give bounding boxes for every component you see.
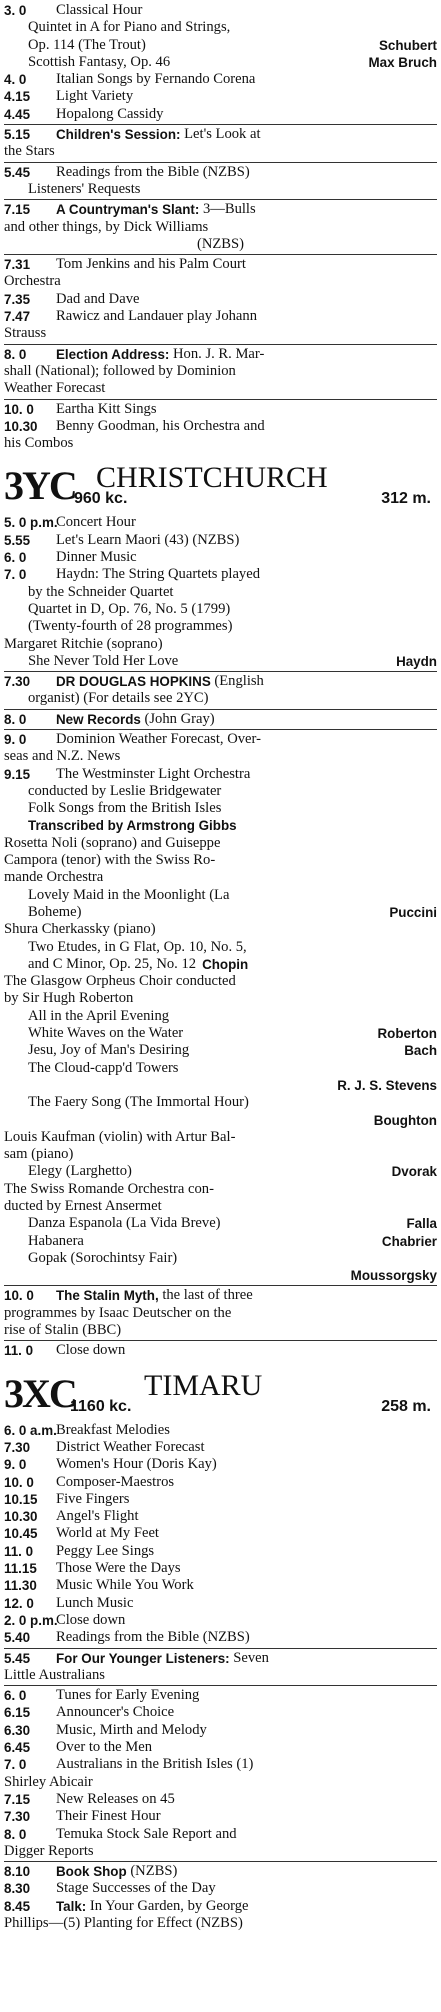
programme-list-3xc [4, 1422, 437, 1933]
programme-text: Music While You Work [56, 1577, 194, 1594]
programme-text: Jesu, Joy of Man's Desiring [28, 1042, 190, 1059]
programme-line [4, 308, 437, 325]
programme-time: 9.15 [4, 766, 31, 782]
composer-credit: R. J. S. Stevens [337, 1077, 437, 1093]
composer-credit: Puccini [389, 904, 437, 920]
programme-time: 10. 0 [4, 401, 34, 417]
programme-line [4, 1667, 437, 1684]
programme-text: sam (piano) [4, 1146, 74, 1163]
programme-time: 10.30 [4, 418, 38, 434]
programme-line [4, 973, 437, 990]
programme-line [4, 566, 437, 583]
programme-text: Tom Jenkins and his Palm Court [56, 256, 246, 273]
programme-text: Announcer's Choice [56, 1704, 175, 1721]
programme-line [4, 143, 437, 160]
programme-line [4, 37, 437, 54]
station-city: TIMARU [144, 1368, 263, 1402]
programme-line [4, 653, 437, 670]
programme-time: 6.30 [4, 1722, 31, 1738]
programme-text: Two Etudes, in G Flat, Op. 10, No. 5, [28, 938, 247, 955]
programme-text: and other things, by Dick Williams [4, 218, 209, 235]
programme-line [4, 748, 437, 765]
programme-line [4, 2, 437, 19]
programme-title-bold: For Our Younger Listeners: [56, 1650, 230, 1666]
programme-text: Rawicz and Landauer play Johann [56, 308, 257, 325]
programme-line [4, 1163, 437, 1180]
programme-line [4, 54, 437, 71]
station-call-sign: 3YC [4, 463, 76, 509]
programme-text: Phillips—(5) Planting for Effect (NZBS) [4, 1914, 243, 1931]
programme-text: Australians in the British Isles (1) [56, 1756, 254, 1773]
programme-time: 5.45 [4, 164, 31, 180]
programme-line [4, 1474, 437, 1491]
programme-line [4, 1525, 437, 1542]
programme-line [4, 1612, 437, 1629]
programme-line [4, 1439, 437, 1456]
programme-text: Women's Hour (Doris Kay) [56, 1456, 217, 1473]
programme-text: Angel's Flight [56, 1508, 139, 1525]
programme-text: Boheme) [28, 903, 82, 920]
programme-text: Readings from the Bible (NZBS) [56, 163, 250, 180]
programme-time: 6. 0 a.m. [4, 1422, 57, 1438]
programme-time: 5.55 [4, 532, 31, 548]
divider-rule [4, 1648, 437, 1649]
programme-text: The Westminster Light Orchestra [56, 765, 251, 782]
programme-line [4, 711, 437, 728]
programme-text: Hopalong Cassidy [56, 105, 164, 122]
programme-line [4, 766, 437, 783]
programme-text: The Glasgow Orpheus Choir conducted [4, 973, 236, 990]
programme-time: 7.35 [4, 291, 31, 307]
programme-line [4, 201, 437, 218]
programme-line [4, 800, 437, 817]
programme-line [4, 852, 437, 869]
programme-time: 12. 0 [4, 1595, 34, 1611]
programme-line [4, 1233, 437, 1250]
programme-text: Hon. J. R. Mar- [169, 345, 265, 362]
programme-text: Classical Hour [56, 2, 143, 18]
programme-title-bold: Children's Session: [56, 127, 181, 143]
programme-text: In Your Garden, by George [86, 1897, 249, 1914]
programme-line [4, 1181, 437, 1198]
programme-text: (NZBS) [196, 235, 245, 252]
programme-time: 11. 0 [4, 1343, 34, 1359]
programme-line [4, 1808, 437, 1825]
programme-line [4, 1560, 437, 1577]
composer-credit: Falla [406, 1216, 437, 1232]
programme-line [4, 1146, 437, 1163]
programme-line [4, 1843, 437, 1860]
programme-line [4, 1722, 437, 1739]
programme-text: All in the April Evening [28, 1007, 170, 1024]
programme-line [4, 1826, 437, 1843]
composer-credit: Chabrier [381, 1233, 437, 1249]
programme-text: ducted by Ernest Ansermet [4, 1198, 162, 1214]
programme-line [4, 1060, 437, 1077]
programme-text: District Weather Forecast [56, 1438, 205, 1455]
station-frequency: 1160 kc. [70, 1397, 132, 1415]
programme-line [4, 1898, 437, 1915]
programme-line [4, 1650, 437, 1667]
station-city: CHRISTCHURCH [96, 461, 328, 495]
programme-line [4, 435, 437, 452]
programme-line [4, 1250, 437, 1267]
programme-line [4, 1577, 437, 1594]
station-frequency: 960 kc. [74, 490, 128, 508]
programme-text: his Combos [4, 435, 74, 452]
programme-text: Rosetta Noli (soprano) and Guiseppe [4, 834, 221, 851]
programme-list-3yc [4, 514, 437, 1359]
programme-line [4, 1791, 437, 1808]
programme-line [4, 1739, 437, 1756]
programme-time: 7. 0 [4, 1757, 27, 1773]
programme-time: 8.45 [4, 1898, 31, 1914]
programme-line [4, 1422, 437, 1439]
programme-list-2yc-continued [4, 2, 437, 452]
programme-line [4, 835, 437, 852]
programme-line [4, 1042, 437, 1059]
programme-time: 8. 0 [4, 1826, 27, 1842]
programme-line [4, 673, 437, 690]
programme-line [4, 1687, 437, 1704]
programme-line [4, 904, 437, 921]
programme-text: Lunch Music [56, 1594, 134, 1611]
composer-credit: Haydn [396, 653, 437, 669]
programme-time: 4.45 [4, 106, 31, 122]
composer-credit: Boughton [373, 1112, 437, 1128]
divider-rule [4, 1340, 437, 1341]
composer-credit: Max Bruch [368, 54, 437, 70]
programme-time: 5.40 [4, 1630, 31, 1646]
programme-text: The Faery Song (The Immortal Hour) [28, 1094, 249, 1111]
programme-line [4, 1129, 437, 1146]
programme-time: 11. 0 [4, 1543, 34, 1559]
station-wavelength: 258 m. [381, 1397, 431, 1415]
programme-time: 7.30 [4, 674, 31, 690]
programme-text: Dinner Music [56, 549, 137, 566]
programme-line [4, 164, 437, 181]
programme-line [4, 363, 437, 380]
programme-text: mande Orchestra [4, 869, 104, 886]
programme-text: Margaret Ritchie (soprano) [4, 635, 163, 652]
programme-line [4, 956, 437, 973]
programme-text: by Sir Hugh Roberton [4, 990, 134, 1007]
programme-text: Gopak (Sorochintsy Fair) [28, 1249, 178, 1266]
programme-line [4, 88, 437, 105]
programme-text: Shirley Abicair [4, 1773, 93, 1790]
programme-text: New Releases on 45 [56, 1790, 175, 1807]
programme-line [4, 401, 437, 418]
programme-text: Stage Successes of the Day [56, 1880, 216, 1897]
programme-text: Their Finest Hour [56, 1808, 161, 1825]
programme-title-bold: Book Shop [56, 1864, 127, 1880]
divider-rule [4, 254, 437, 255]
programme-text: Concert Hour [56, 514, 136, 531]
programme-time: 10.30 [4, 1509, 38, 1525]
programme-title-bold: A Countryman's Slant: [56, 202, 200, 218]
programme-line [4, 817, 437, 834]
programme-text: World at My Feet [56, 1525, 159, 1542]
programme-line [4, 346, 437, 363]
programme-line [4, 325, 437, 342]
programme-text: Light Variety [56, 88, 134, 105]
divider-rule [4, 399, 437, 400]
programme-text: (English [210, 673, 264, 690]
programme-text: Breakfast Melodies [56, 1421, 170, 1438]
programme-time: 8.10 [4, 1864, 31, 1880]
programme-text: Over to the Men [56, 1739, 153, 1756]
programme-text: (NZBS) [126, 1863, 178, 1880]
programme-title-bold: Transcribed by Armstrong Gibbs [28, 818, 237, 834]
programme-text: Danza Espanola (La Vida Breve) [28, 1215, 221, 1232]
programme-title-bold: Election Address: [56, 346, 170, 362]
programme-time: 10. 0 [4, 1288, 34, 1304]
programme-text: White Waves on the Water [28, 1025, 184, 1042]
programme-line [4, 731, 437, 748]
programme-text: Habanera [28, 1232, 84, 1249]
programme-line [4, 1543, 437, 1560]
station-header-3xc [4, 1368, 437, 1420]
programme-line [4, 690, 437, 707]
station-wavelength: 312 m. [381, 490, 431, 508]
programme-line [4, 1508, 437, 1525]
programme-time: 7.47 [4, 309, 31, 325]
programme-text: Louis Kaufman (violin) with Artur Bal- [4, 1128, 236, 1145]
programme-time: 8. 0 [4, 711, 27, 727]
programme-text: and C Minor, Op. 25, No. 12 [28, 955, 197, 972]
programme-line [4, 584, 437, 601]
programme-line [4, 1287, 437, 1304]
programme-text: Strauss [4, 325, 47, 342]
programme-text: the last of three [158, 1287, 253, 1304]
programme-line [4, 1774, 437, 1791]
divider-rule [4, 199, 437, 200]
programme-text: organist) (For details see 2YC) [28, 690, 209, 707]
programme-line [4, 887, 437, 904]
programme-text: Five Fingers [56, 1490, 130, 1507]
divider-rule [4, 1685, 437, 1686]
programme-line [4, 126, 437, 143]
programme-line [4, 1491, 437, 1508]
divider-rule [4, 344, 437, 345]
programme-title-bold: The Stalin Myth, [56, 1288, 159, 1304]
programme-time: 2. 0 p.m. [4, 1612, 58, 1628]
programme-text: She Never Told Her Love [28, 652, 179, 669]
programme-time: 10.15 [4, 1491, 38, 1507]
programme-line [4, 273, 437, 290]
programme-line [4, 1198, 437, 1215]
programme-line [4, 1880, 437, 1897]
programme-time: 7.30 [4, 1809, 31, 1825]
programme-time: 9. 0 [4, 731, 27, 747]
programme-text: conducted by Leslie Bridgewater [28, 782, 222, 799]
composer-credit: Chopin [202, 956, 249, 972]
programme-text: Music, Mirth and Melody [56, 1721, 207, 1738]
programme-text: 3—Bulls [199, 201, 256, 218]
programme-text: Composer-Maestros [56, 1473, 175, 1490]
programme-time: 11.15 [4, 1561, 37, 1577]
programme-text: Peggy Lee Sings [56, 1542, 155, 1559]
programme-line [4, 514, 437, 531]
programme-line [4, 1342, 437, 1359]
programme-text: Quartet in D, Op. 76, No. 5 (1799) [28, 600, 231, 617]
programme-text: Tunes for Early Evening [56, 1687, 200, 1704]
programme-text: Dominion Weather Forecast, Over- [56, 730, 261, 747]
programme-line [4, 1863, 437, 1880]
programme-line [4, 1456, 437, 1473]
programme-text: Eartha Kitt Sings [56, 400, 157, 417]
programme-text: Campora (tenor) with the Swiss Ro- [4, 852, 216, 869]
programme-line [4, 1595, 437, 1612]
programme-text: the Stars [4, 143, 55, 160]
programme-text: Lovely Maid in the Moonlight (La [28, 886, 230, 903]
programme-time: 7.31 [4, 257, 31, 273]
programme-line [4, 181, 437, 198]
programme-line [4, 939, 437, 956]
programme-time: 7.15 [4, 1791, 31, 1807]
divider-rule [4, 709, 437, 710]
programme-time: 10. 0 [4, 1474, 34, 1490]
programme-time: 6.15 [4, 1705, 31, 1721]
programme-text: Listeners' Requests [28, 180, 141, 197]
programme-text: Weather Forecast [4, 380, 106, 397]
programme-text: Benny Goodman, his Orchestra and [56, 417, 265, 434]
programme-text: seas and N.Z. News [4, 748, 121, 765]
programme-text: Close down [56, 1342, 126, 1359]
programme-text: by the Schneider Quartet [28, 583, 174, 600]
programme-line [4, 1305, 437, 1322]
programme-time: 6. 0 [4, 550, 27, 566]
programme-text: The Cloud-capp'd Towers [28, 1059, 179, 1076]
programme-text: Seven [229, 1649, 269, 1666]
programme-line [4, 106, 437, 123]
programme-line [4, 1322, 437, 1339]
programme-line [4, 1756, 437, 1773]
programme-time: 5. 0 p.m. [4, 515, 58, 531]
programme-line [4, 256, 437, 273]
programme-text: Readings from the Bible (NZBS) [56, 1629, 250, 1646]
programme-line [4, 601, 437, 618]
programme-line [4, 1215, 437, 1232]
programme-text: Haydn: The String Quartets played [56, 566, 260, 583]
programme-text: rise of Stalin (BBC) [4, 1322, 122, 1339]
programme-line [4, 1094, 437, 1111]
programme-line [4, 618, 437, 635]
programme-line [4, 532, 437, 549]
programme-title-bold: Talk: [56, 1898, 87, 1914]
programme-text: Folk Songs from the British Isles [28, 800, 222, 817]
programme-time: 9. 0 [4, 1457, 27, 1473]
composer-credit: Dvorak [391, 1164, 437, 1180]
programme-text: Little Australians [4, 1666, 105, 1683]
programme-line [4, 549, 437, 566]
programme-text: Let's Learn Maori (43) (NZBS) [56, 531, 240, 548]
divider-rule [4, 1861, 437, 1862]
programme-time: 6. 0 [4, 1688, 27, 1704]
divider-rule [4, 124, 437, 125]
programme-time: 11.30 [4, 1578, 37, 1594]
programme-text: Op. 114 (The Trout) [28, 36, 146, 53]
composer-credit: Schubert [378, 37, 437, 53]
programme-line [4, 921, 437, 938]
programme-text: Those Were the Days [56, 1560, 181, 1577]
programme-text: The Swiss Romande Orchestra con- [4, 1180, 214, 1197]
programme-time: 6.45 [4, 1740, 31, 1756]
divider-rule [4, 671, 437, 672]
station-header-3yc [4, 460, 437, 512]
programme-line [4, 71, 437, 88]
programme-time: 10.45 [4, 1526, 38, 1542]
programme-time: 7.15 [4, 202, 31, 218]
programme-text: Scottish Fantasy, Op. 46 [28, 53, 171, 70]
programme-line [4, 1704, 437, 1721]
programme-line [4, 219, 437, 236]
programme-text: Quintet in A for Piano and Strings, [28, 19, 231, 36]
programme-title-bold: DR DOUGLAS HOPKINS [56, 674, 211, 690]
programme-time: 8. 0 [4, 346, 27, 362]
programme-time: 8.30 [4, 1881, 31, 1897]
programme-time: 4.15 [4, 89, 31, 105]
programme-text: Let's Look at [180, 126, 261, 143]
programme-text: Close down [56, 1611, 126, 1628]
programme-text: (Twenty-fourth of 28 programmes) [28, 618, 233, 635]
programme-line [4, 19, 437, 36]
programme-text: programmes by Isaac Deutscher on the [4, 1304, 232, 1321]
programme-line [4, 1008, 437, 1025]
programme-line [4, 783, 437, 800]
programme-text: Digger Reports [4, 1842, 94, 1859]
programme-text: Italian Songs by Fernando Corena [56, 71, 256, 88]
station-call-sign: 3XC [4, 1370, 76, 1416]
programme-title-bold: New Records [56, 711, 141, 727]
programme-text: shall (National); followed by Dominion [4, 362, 236, 379]
divider-rule [4, 1285, 437, 1286]
programme-text: Shura Cherkassky (piano) [4, 921, 156, 938]
programme-time: 7. 0 [4, 567, 27, 583]
programme-line [4, 1629, 437, 1646]
programme-time: 5.45 [4, 1650, 31, 1666]
programme-line [4, 418, 437, 435]
programme-time: 5.15 [4, 127, 31, 143]
programme-text: Temuka Stock Sale Report and [56, 1825, 237, 1842]
programme-line [4, 1025, 437, 1042]
programme-line [4, 1915, 437, 1932]
programme-text: Dad and Dave [56, 290, 140, 307]
divider-rule [4, 729, 437, 730]
programme-text: (John Gray) [140, 710, 215, 727]
composer-credit: Bach [404, 1043, 437, 1059]
programme-line [4, 236, 437, 253]
programme-text: Orchestra [4, 273, 61, 290]
programme-line [4, 990, 437, 1007]
composer-credit: Moussorgsky [350, 1268, 437, 1284]
programme-line [4, 869, 437, 886]
composer-credit: Roberton [377, 1026, 437, 1042]
programme-line [4, 636, 437, 653]
divider-rule [4, 162, 437, 163]
programme-time: 7.30 [4, 1439, 31, 1455]
programme-time: 3. 0 [4, 3, 27, 18]
programme-line [4, 291, 437, 308]
programme-text: Elegy (Larghetto) [28, 1163, 132, 1180]
programme-time: 4. 0 [4, 72, 27, 88]
programme-line [4, 380, 437, 397]
